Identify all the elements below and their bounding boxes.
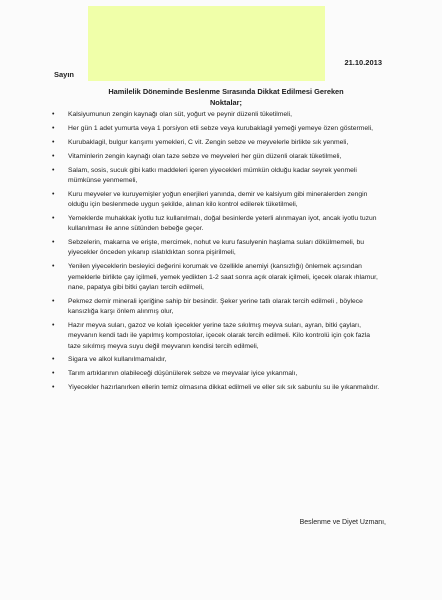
bullet-icon: • xyxy=(52,297,55,305)
redaction-block xyxy=(88,6,325,81)
list-item xyxy=(52,355,382,365)
list-item xyxy=(52,369,382,379)
bullet-icon: • xyxy=(52,384,55,392)
list-item-text: Sigara ve alkol kullanılmamalıdır, xyxy=(68,356,167,364)
list-item xyxy=(52,262,382,293)
list-item xyxy=(52,152,382,162)
list-item-text: Sebzelerin, makarna ve erişte, mercimek, nohut ve kuru fasulyenin haşlama suları dökülmemeli, bu yiyecekler önceden yıkanıp ıslatıldıktan sonra pişirilmeli, xyxy=(68,239,365,257)
list-item-text: Pekmez demir minerali içeriğine sahip bir besindir. Şeker yerine tatlı olarak tercih edilmeli , böylece kansızlığa karşı önlem alınmış olur, xyxy=(68,297,363,316)
list-item xyxy=(52,383,382,393)
list-item xyxy=(52,110,382,120)
bullet-icon: • xyxy=(52,138,55,146)
salutation: Sayın xyxy=(54,70,75,79)
list-item-text: Kurubaklagil, bulgur karışımı yemekleri, C vit. Zengin sebze ve meyvelerle birlikte sık yenmeli, xyxy=(68,138,349,146)
bullet-icon: • xyxy=(52,239,55,247)
bullet-icon: • xyxy=(52,321,55,329)
bullet-icon: • xyxy=(52,152,55,160)
list-item-text: Her gün 1 adet yumurta veya 1 porsiyon etli sebze veya kurubaklagil yemeği yemeye özen göstermeli, xyxy=(68,124,374,132)
list-item xyxy=(52,190,382,211)
bullet-icon: • xyxy=(52,370,55,378)
list-item xyxy=(52,321,382,352)
list-item-text: Kuru meyveler ve kuruyemişler yoğun enerjileri yanında, demir ve kalsiyum gibi mineralerden zengin olduğu için beslenmede uygun şekilde, alınan kilo kontrol edilerek tüketilmeli, xyxy=(68,190,368,209)
list-item-text: Tarım artıklarının olabileceği düşünülerek sebze ve meyvalar iyice yıkanmalı, xyxy=(68,370,298,378)
advice-list xyxy=(52,110,382,397)
list-item-text: Yemeklerde muhakkak iyotlu tuz kullanılmalı, doğal besinlerde yeterli alınmayan iyot, ancak iyotlu tuzun kullanılması ile anne sütünden bebeğe geçer. xyxy=(68,214,377,233)
bullet-icon: • xyxy=(52,111,55,118)
list-item-text: Kalsiyumunun zengin kaynağı olan süt, yoğurt ve peynir düzenli tüketilmeli, xyxy=(68,111,292,118)
list-item xyxy=(52,297,382,318)
bullet-icon: • xyxy=(52,124,55,132)
list-item xyxy=(52,138,382,148)
list-item xyxy=(52,238,382,259)
list-item xyxy=(52,214,382,235)
bullet-icon: • xyxy=(52,356,55,364)
list-item-text: Vitaminlerin zengin kaynağı olan taze sebze ve meyveleri her gün düzenli olarak tüketilmeli, xyxy=(68,152,342,160)
bullet-icon: • xyxy=(52,214,55,222)
signature-line: Beslenme ve Diyet Uzmanı, xyxy=(299,519,386,526)
list-item-text: Salam, sosis, sucuk gibi katkı maddeleri içeren yiyecekleri mümkün olduğu kadar seyrek yenmeli mümkünse yenmemeli, xyxy=(68,166,357,184)
bullet-icon: • xyxy=(52,190,55,198)
list-item-text: Yiyecekler hazırlanırken ellerin temiz olmasına dikkat edilmeli ve eller sık sık sabunlu su ile yıkanmalıdır. xyxy=(68,384,380,392)
list-item-text: Hazır meyva suları, gazoz ve kolalı içecekler yerine taze sıkılmış meyva suları, ayran, bitki çayları, meyvanın kendi tadı ile yapılmış kompostolar, içecek olarak tercih edilmeli. Kilo kontrolü için çok fazla taze sıkılmış meyva suyu değil meyvanın kendisi tercih edilmeli, xyxy=(68,321,371,350)
document-date: 21.10.2013 xyxy=(344,58,382,67)
bullet-icon: • xyxy=(52,263,55,271)
document-heading: Hamilelik Döneminde Beslenme Sırasında Dikkat Edilmesi Gereken Noktalar; xyxy=(108,87,344,107)
list-item-text: Yenilen yiyeceklerin besleyici değerini korumak ve özellikle anemiyi (kansızlığı) önlemek açısından yemeklerle birlikte çay içilmeli, yemek yedikten 1-2 saat sonra açık olarak içilmeli, içecek olarak ıhlamur, nane, papatya gibi bitki çayları tercih edilmeli, xyxy=(68,263,378,291)
list-item xyxy=(52,124,382,134)
list-item xyxy=(52,166,382,187)
bullet-icon: • xyxy=(52,166,55,174)
